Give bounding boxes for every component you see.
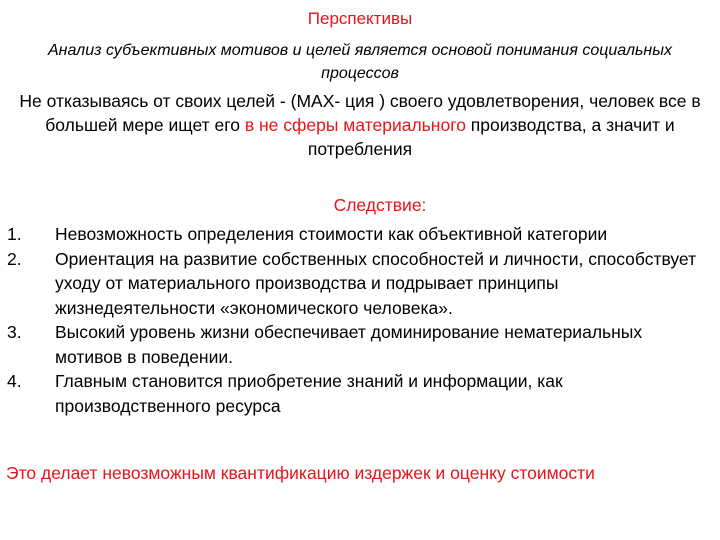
list-item <box>7 222 707 247</box>
list-item <box>7 320 707 369</box>
list-item <box>7 369 707 418</box>
list-item-text: Ориентация на развитие собственных способностей и личности, способствует уходу от материального производства и подрывает принципы жизнедеятельности «экономического человека». <box>55 248 697 318</box>
list-item-text: Высокий уровень жизни обеспечивает доминирование нематериальных мотивов в поведении. <box>55 322 643 367</box>
list-item <box>7 247 707 321</box>
intro-text-part2: производства, а значит и потребления <box>307 115 675 159</box>
intro-highlight: в не сферы материального <box>244 115 466 135</box>
consequence-heading: Следствие: <box>333 195 427 215</box>
conclusion-text: Это делает невозможным квантификацию издержек и оценку стоимости <box>6 463 595 483</box>
subtitle: Анализ субъективных мотивов и целей является основой понимания социальных процессов <box>47 42 672 82</box>
list-item-number: 3. <box>7 322 22 342</box>
list-item-number: 2. <box>7 248 22 269</box>
list-item-number: 4. <box>7 371 22 391</box>
intro-paragraph <box>10 89 710 161</box>
list-item-number: 1. <box>7 224 22 244</box>
consequence-list <box>7 222 707 418</box>
list-item-text: Невозможность определения стоимости как объективной категории <box>55 224 608 244</box>
page-title: Перспективы <box>307 9 413 28</box>
list-item-text: Главным становится приобретение знаний и информации, как производственного ресурса <box>55 371 563 416</box>
intro-text-part1: Не отказываясь от своих целей - (МАХ- ция ) своего удовлетворения, человек все в большей мере ищет его <box>19 91 701 135</box>
